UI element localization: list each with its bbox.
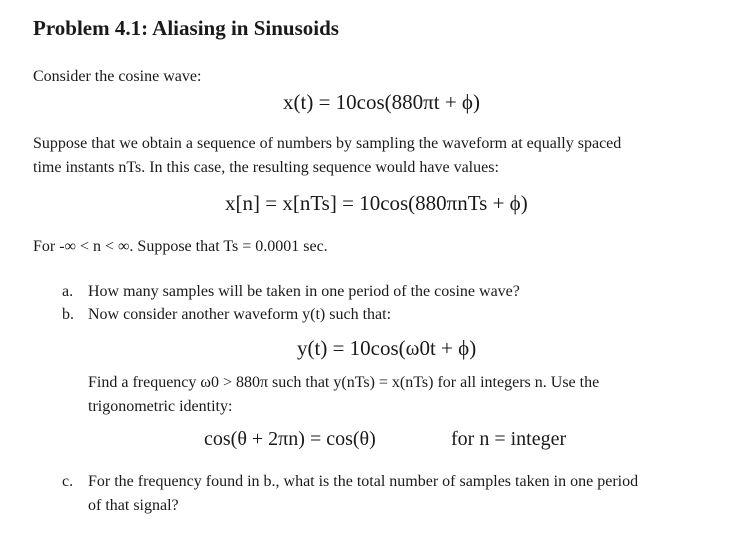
problem-title: Problem 4.1: Aliasing in Sinusoids <box>33 16 339 40</box>
equation-x-n: x[n] = x[nTs] = 10cos(880πnTs + ϕ) <box>225 191 528 215</box>
item-a-text: How many samples will be taken in one period of the cosine wave? <box>88 283 520 300</box>
paragraph-line-2: time instants nTs. In this case, the resulting sequence would have values: <box>33 159 499 176</box>
intro-text: Consider the cosine wave: <box>33 68 202 85</box>
item-a-label: a. <box>62 283 74 300</box>
equation-y-t: y(t) = 10cos(ω0t + ϕ) <box>297 336 477 360</box>
item-c-text: For the frequency found in b., what is the total number of samples taken in one period <box>88 473 639 490</box>
equation-x-t: x(t) = 10cos(880πt + ϕ) <box>283 90 480 114</box>
item-b-line-3: trigonometric identity: <box>88 398 233 415</box>
item-b-line-2: Find a frequency ω0 > 880π such that y(nTs) = x(nTs) for all integers n. Use the <box>88 374 600 391</box>
item-b-text: Now consider another waveform y(t) such that: <box>88 306 392 323</box>
item-c-label: c. <box>62 473 74 490</box>
item-b-label: b. <box>62 306 74 323</box>
range-line: For -∞ < n < ∞. Suppose that Ts = 0.0001 sec. <box>33 238 328 255</box>
trig-identity-equation: cos(θ + 2πn) = cos(θ) <box>204 428 376 450</box>
trig-identity-condition: for n = integer <box>451 428 567 450</box>
paragraph-line-1: Suppose that we obtain a sequence of numbers by sampling the waveform at equally spaced <box>33 135 622 152</box>
item-c-line-2: of that signal? <box>88 497 179 514</box>
